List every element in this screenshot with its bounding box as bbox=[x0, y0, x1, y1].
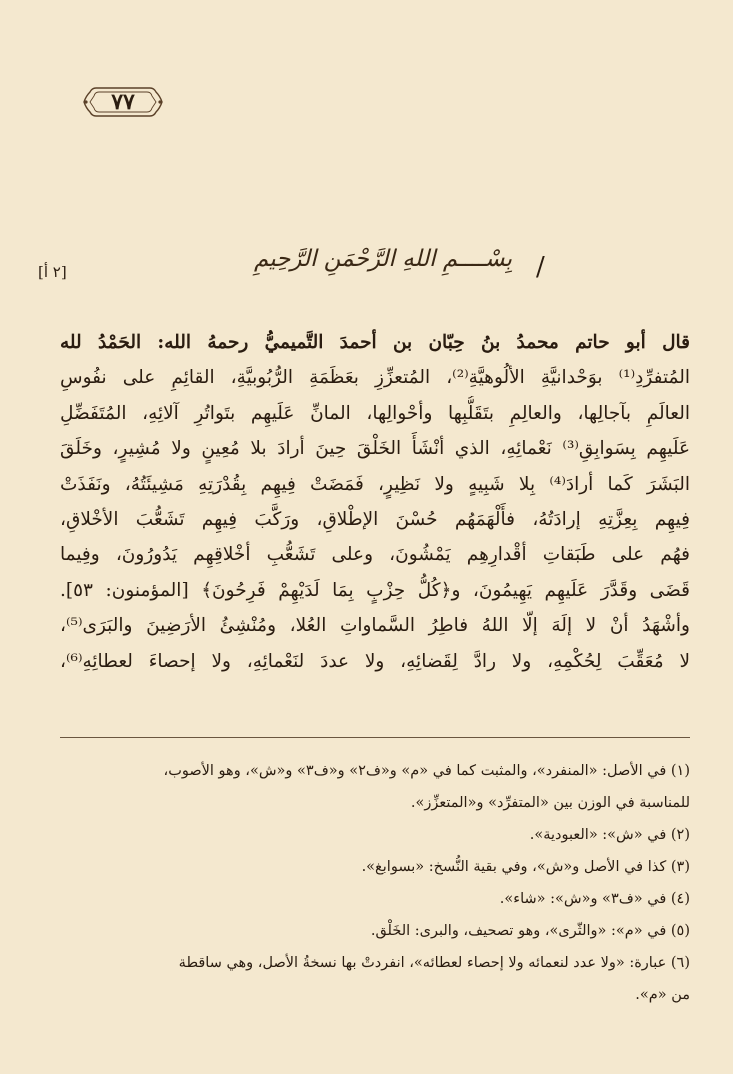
body-line: قال أبو حاتم محمدُ بنُ حِبّان بن أحمدَ التَّميميُّ رحمهُ الله: الحَمْدُ لله bbox=[60, 332, 690, 353]
footnote-divider bbox=[60, 737, 690, 738]
footnote-line: (١) في الأصل: «المنفرد»، والمثبت كما في «م» و«ف٢» و«ف٣» و«ش»، وهو الأصوب، bbox=[163, 763, 690, 779]
body-line: قَضَى وقَدَّرَ عَلَيهِم يَهِيمُونَ، و﴿كُلُّ حِزْبٍ بِمَا لَدَيْهِمْ فَرِحُونَ﴾ [المؤمنون: ٥٣]. bbox=[60, 579, 690, 601]
page-number: ٧٧ bbox=[111, 89, 135, 115]
body-line: المُتفرِّدِ⁽¹⁾ بوَحْدانيَّةِ الألُوهيَّةِ⁽²⁾، المُتعزِّزِ بعَظَمَةِ الرُّبُوبيَّةِ، القائِمِ على نفُوسِ bbox=[60, 367, 690, 389]
footnote-line: للمناسبة في الوزن بين «المتفرِّد» و«المتعزِّز». bbox=[410, 795, 690, 811]
footnote-line: (٢) في «ش»: «العبودية». bbox=[529, 827, 690, 843]
body-line: العالَمِ بآجالِها، والعالِمِ بتَقَلُّبِها وأحْوالِها، المانِّ عَلَيهِم بتَواتُرِ آلائِهِ، المُتَفَضِّلِ bbox=[60, 402, 690, 424]
main-body-text bbox=[60, 325, 690, 679]
footnote-line: (٥) في «م»: «والثّرى»، وهو تصحيف، والبرى: الخَلْق. bbox=[370, 923, 690, 939]
manuscript-folio-reference: [٢ أ] bbox=[38, 263, 67, 281]
footnote-line: من «م». bbox=[635, 987, 690, 1003]
body-line: البَشَرَ كَما أرادَ⁽⁴⁾ بِلا شَبِيهٍ ولا نَظِيرٍ، فَمَضَتْ فِيهِم بِقُدْرَتِهِ مَشِيئَتُهُ، ونَفَذَتْ bbox=[60, 473, 690, 495]
basmala-heading: بِسْــــمِ اللهِ الرَّحْمَنِ الرَّحِيمِ bbox=[253, 246, 513, 272]
body-line: عَلَيهِم بِسَوابِقِ⁽³⁾ نَعْمائِهِ، الذي أنْشَأَ الخَلْقَ حِينَ أرادَ بلا مُعِينٍ ولا مُشِيرٍ، وخَلَقَ bbox=[60, 438, 690, 460]
body-line: فِيهِم بِعِزَّتِهِ إرادَتُهُ، فأَلْهَمَهُم حُسْنَ الإطْلاقِ، ورَكَّبَ فِيهِم تَشَعُّبَ الأخْلاقِ، bbox=[60, 509, 690, 531]
footnotes-section bbox=[60, 755, 690, 1011]
body-line: لا مُعَقِّبَ لِحُكْمِهِ، ولا رادَّ لِقَضائِهِ، ولا عددَ لنَعْمائِهِ، ولا إحصاءَ لعطائِهِ⁽⁶⁾، bbox=[60, 650, 690, 672]
footnote-line: (٣) كذا في الأصل و«ش»، وفي بقية النُّسخ: «بسوابغ». bbox=[361, 859, 690, 875]
footnote-line: (٤) في «ف٣» و«ش»: «شاء». bbox=[499, 891, 690, 907]
body-line: فهُم على طَبَقاتِ أقْدارِهِم يَمْشُونَ، وعلى تَشَعُّبِ أخْلاقِهِم يَدُورُونَ، وفِيما bbox=[60, 544, 690, 566]
page-number-ornament bbox=[82, 84, 164, 120]
body-line: وأشْهَدُ أنْ لا إلَهَ إلّا اللهُ فاطِرُ السَّماواتِ العُلا، ومُنْشِئُ الأرَضِينَ والبَرَى⁽⁵⁾، bbox=[60, 615, 690, 637]
folio-slash-mark: / bbox=[536, 252, 545, 282]
footnote-line: (٦) عبارة: «ولا عدد لنعمائه ولا إحصاء لعطائه»، انفردتْ بها نسخةُ الأصل، وهي ساقطة bbox=[178, 955, 690, 971]
